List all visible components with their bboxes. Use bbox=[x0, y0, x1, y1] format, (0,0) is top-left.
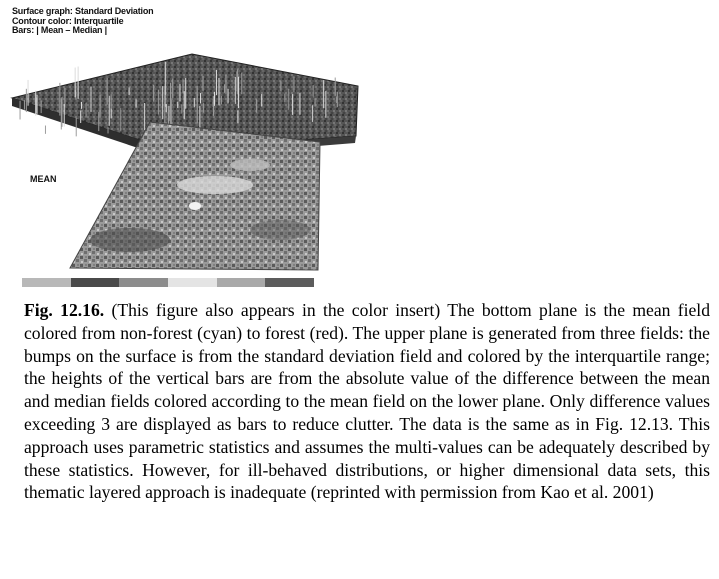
mean-plane-highlight bbox=[189, 202, 201, 210]
legend-swatch bbox=[71, 278, 120, 287]
legend-swatch bbox=[168, 278, 217, 287]
mean-plane-dark-region bbox=[250, 220, 310, 240]
mean-plane-label: MEAN bbox=[30, 174, 57, 184]
annotation-contour: Contour color: Interquartile bbox=[12, 15, 124, 26]
figure-annotations bbox=[12, 7, 153, 36]
figure-number: Fig. 12.16. bbox=[24, 300, 105, 320]
annotation-bars: Bars: | Mean – Median | bbox=[12, 25, 107, 35]
figure-caption bbox=[24, 299, 710, 504]
lower-mean-plane bbox=[70, 122, 320, 270]
mean-plane-highlight bbox=[177, 176, 253, 194]
caption-text: (This figure also appears in the color insert) The bottom plane is the mean field colored from non-forest (cyan) to forest (red). The upper plane is generated from three fields: the bumps on the surface is from the standard deviation field and colored by the interquartile range; the heights of the vertical bars are from the absolute value of the difference between the mean and median fields colored according to the mean field on the lower plane. Only difference values exceeding 3 are displayed as bars to reduce clutter. The data is the same as in Fig. 12.13. This approach uses parametric statistics and assumes the multi-values can be adequately described by these statistics. However, for ill-behaved distributions, or higher dimensional data sets, this thematic layered approach is inadequate (reprinted with permission from Kao et al. 2001) bbox=[24, 300, 710, 503]
mean-plane-highlight bbox=[230, 159, 270, 171]
legend-swatch bbox=[265, 278, 314, 287]
legend-swatch bbox=[22, 278, 71, 287]
color-legend bbox=[22, 278, 314, 287]
legend-swatch bbox=[119, 278, 168, 287]
annotation-surface: Surface graph: Standard Deviation bbox=[12, 6, 154, 16]
legend-swatch bbox=[217, 278, 266, 287]
mean-plane-dark-region bbox=[90, 228, 170, 252]
